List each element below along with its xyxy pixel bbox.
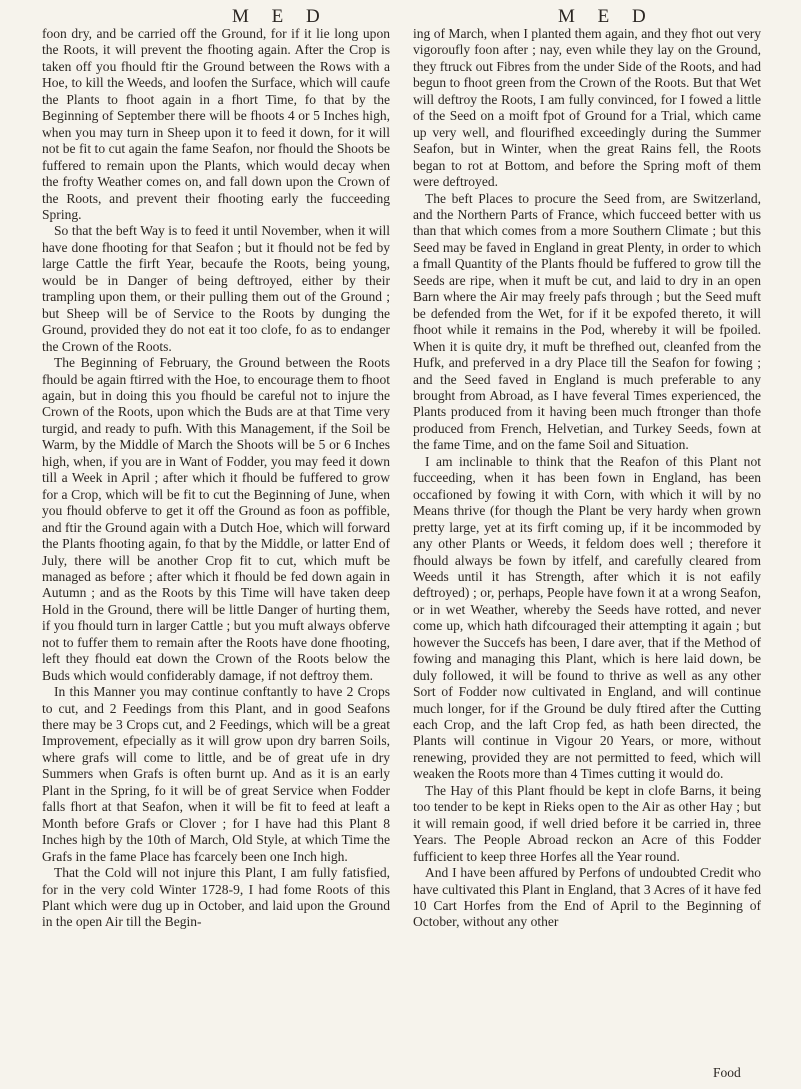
paragraph: ing of March, when I planted them again, and they fhot out very vigoroufly foon after ; nay, even while they lay on the Ground, they ftruck out Fibres from the under Side of the Roots, and had begun to fhoot green from the Crown of the Roots. But that Wet will deftroy the Roots, I am fully convinced, for I fowed a little of the Seed on a moift fpot of Ground for a Trial, which came up very well, and flourifhed exceedingly during the Summer Seafon, but in Winter, when the great Rains fell, the Roots began to rot at Bottom, and before the Spring moft of them were deftroyed.: [413, 26, 761, 190]
running-head-right: M E D: [558, 6, 655, 27]
paragraph: In this Manner you may continue conftantly to have 2 Crops to cut, and 2 Feedings from this Plant, and in good Seafons there may be 3 Crops cut, and 2 Feedings, which will be a great Improvement, efpecially as it will grow upon dry barren Soils, where grafs will come to little, and be of great ufe in dry Summers when Grafs is often burnt up. And as it is an early Plant in the Spring, fo it will be of great Service when Fodder falls fhort at that Seafon, when it will be fit to feed at leaft a Month before Grafs or Clover ; for I have had this Plant 8 Inches high by the 10th of March, Old Style, at which Time the Grafs in the fame Place has fcarcely been one Inch high.: [42, 684, 390, 864]
paragraph: That the Cold will not injure this Plant, I am fully fatisfied, for in the very cold Winter 1728-9, I had fome Roots of this Plant which were dug up in October, and laid upon the Ground in the open Air till the Begin-: [42, 865, 390, 930]
running-head: [0, 6, 801, 28]
paragraph: And I have been affured by Perfons of undoubted Credit who have cultivated this Plant in England, that 3 Acres of it have fed 10 Cart Horfes from the End of April to the Beginning of October, without any other: [413, 865, 761, 930]
paragraph: The Hay of this Plant fhould be kept in clofe Barns, it being too tender to be kept in Rieks open to the Air as other Hay ; but it will remain good, if well dried before it be carried in, three Years. The People Abroad reckon an Acre of this Fodder fufficient to keep three Horfes all the Year round.: [413, 782, 761, 864]
paragraph: So that the beft Way is to feed it until November, when it will have done fhooting for that Seafon ; but it fhould not be fed by large Cattle the firft Year, becaufe the Roots, being young, would be in Danger of being deftroyed, either by their trampling upon them, or their pulling them out of the Ground ; but Sheep will be of Service to the Roots by dunging the Ground, provided they do not eat it too clofe, fo as to endanger the Crown of the Roots.: [42, 223, 390, 354]
right-column: [413, 26, 761, 931]
running-head-left: M E D: [232, 6, 329, 27]
paragraph: I am inclinable to think that the Reafon of this Plant not fucceeding, when it has been fown in England, has been occafioned by fowing it with Corn, with which it will by no Means thrive (for though the Plant be very hardy when grown pretty large, yet at its firft coming up, if it be incommoded by any other Plants or Weeds, it feldom does well ; therefore it fhould always be fown by itfelf, and carefully cleared from Weeds until it has Strength, after which it is not eafily deftroyed) ; or, perhaps, People have fown it at a wrong Seafon, or in wet Weather, whereby the Seeds have rotted, and never come up, which hath difcouraged their attempting it again ; but however the Succefs has been, I dare aver, that if the Method of fowing and managing this Plant, which is here laid down, be duly followed, it will be found to thrive as well as any other Sort of Fodder now cultivated in England, and will continue much longer, for if the Ground be duly ftired after the Cutting each Crop, and the laft Crop fed, as hath been directed, the Plants will continue in Vigour 20 Years, or more, without renewing, provided they are not permitted to feed, which will weaken the Roots more than 4 Times cutting it would do.: [413, 453, 761, 782]
paragraph: The beft Places to procure the Seed from, are Switzerland, and the Northern Parts of France, which fucceed better with us than that which comes from a more Southern Climate ; but this Seed may be faved in England in great Plenty, in order to which a fmall Quantity of the Plants fhould be fuffered to grow till the Seeds are ripe, when it muft be cut, and laid to dry in an open Barn where the Air may freely pafs through ; but the Seed muft be defended from the Wet, for if it be expofed thereto, it will fhoot while it remains in the Pod, whereby it will be fpoiled. When it is quite dry, it muft be threfhed out, cleanfed from the Hufk, and preferved in a dry Place till the Seafon for fowing ; and the Seed faved in England is much preferable to any brought from Abroad, as I have feveral Times experienced, the Plants produced from it having been much ftronger than thofe produced from French, Helvetian, and Turkey Seeds, fown at the fame Time, and on the fame Soil and Situation.: [413, 190, 761, 453]
catchword: Food: [713, 1065, 741, 1080]
paragraph: foon dry, and be carried off the Ground, for if it lie long upon the Roots, it will prevent the fhooting again. After the Crop is taken off you fhould ftir the Ground between the Rows with a Hoe, to kill the Weeds, and loofen the Surface, which will caufe the Plants to fhoot again in a fhort Time, fo that by the Beginning of September there will be fhoots 4 or 5 Inches high, when you may turn in Sheep upon it to feed it down, for it will not be fit to cut again the fame Seafon, nor fhould the Shoots be fuffered to remain upon the Plants, which would decay when the frofty Weather comes on, and fall down upon the Crown of the Roots, and prevent their fhooting early the fucceeding Spring.: [42, 26, 390, 222]
paragraph: The Beginning of February, the Ground between the Roots fhould be again ftirred with the Hoe, to encourage them to fhoot again, but in doing this you fhould be careful not to injure the Crown of the Roots, upon which the Buds are at that Time very turgid, and ready to pufh. With this Management, if the Soil be Warm, by the Middle of March the Shoots will be 5 or 6 Inches high, when, if you are in Want of Fodder, you may feed it down till a Week in April ; after which it fhould be fuffered to grow for a Crop, which will be fit to cut the Beginning of June, when you fhould obferve to get it off the Ground as foon as poffible, and ftir the Ground again with a Dutch Hoe, which will forward the Plants fhooting again, fo that by the Middle, or latter End of July, there will be another Crop fit to cut, which muft be managed as before ; after which it fhould be fed down again in Autumn ; and as the Roots by this Time will have taken deep Hold in the Ground, there will be little Danger of hurting them, if you fhould turn in larger Cattle ; but you muft always obferve not to fuffer them to remain after the Roots have done fhooting, left they fhould eat down the Crown of the Roots below the Buds which would confiderably damage, if not deftroy them.: [42, 355, 390, 683]
left-column: [42, 26, 390, 931]
